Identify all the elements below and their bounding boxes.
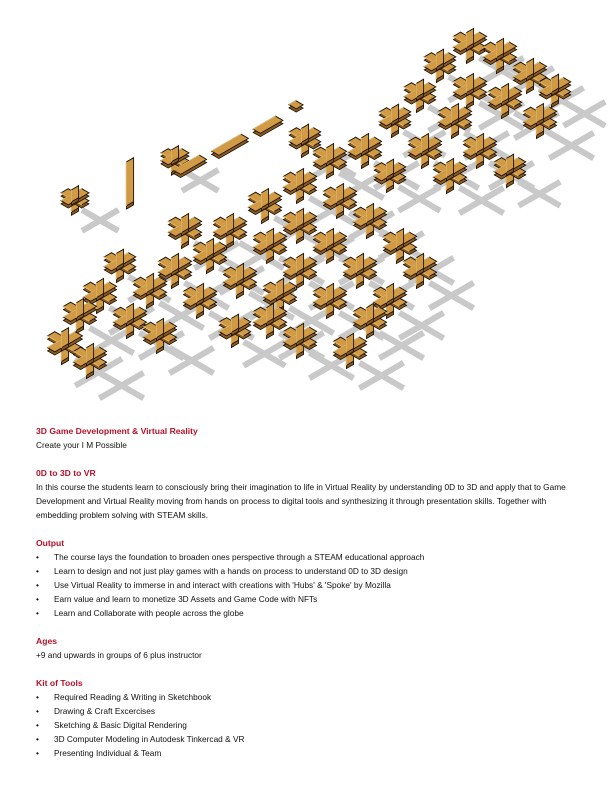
list-item: • Learn and Collaborate with people across the globe — [36, 606, 584, 620]
intro-heading: 0D to 3D to VR — [36, 468, 96, 478]
list-item: • Presenting Individual & Team — [36, 746, 584, 760]
intro-paragraph: In this course the students learn to consciously bring their imagination to life in Virtual Reality by understanding 0D to 3D and apply that to Game Development and Virtual Reality moving from hands on process to digital tools and synthesizing it through presentation skills. Together with embedding problem solving with STEAM skills. — [36, 482, 566, 520]
ages-heading: Ages — [36, 636, 58, 646]
course-tagline: Create your I M Possible — [36, 440, 127, 450]
list-item: • The course lays the foundation to broaden ones perspective through a STEAM educational approach — [36, 550, 584, 564]
output-heading: Output — [36, 538, 65, 548]
course-title: 3D Game Development & Virtual Reality — [36, 426, 198, 436]
course-content — [36, 424, 584, 760]
kit-list — [36, 690, 584, 760]
list-item: • Sketching & Basic Digital Rendering — [36, 718, 584, 732]
block-face — [126, 158, 133, 206]
list-item: • Learn to design and not just play games with a hands on process to understand 0D to 3D design — [36, 564, 584, 578]
ages-text: +9 and upwards in groups of 6 plus instructor — [36, 650, 202, 660]
kit-heading: Kit of Tools — [36, 678, 83, 688]
list-item: • Use Virtual Reality to immerse in and interact with creations with 'Hubs' & 'Spoke' by Mozilla — [36, 578, 584, 592]
list-item: • Earn value and learn to monetize 3D Assets and Game Code with NFTs — [36, 592, 584, 606]
output-list — [36, 550, 584, 620]
list-item: • 3D Computer Modeling in Autodesk Tinkercad & VR — [36, 732, 584, 746]
list-item: • Required Reading & Writing in Sketchbook — [36, 690, 584, 704]
list-item: • Drawing & Craft Excercises — [36, 704, 584, 718]
